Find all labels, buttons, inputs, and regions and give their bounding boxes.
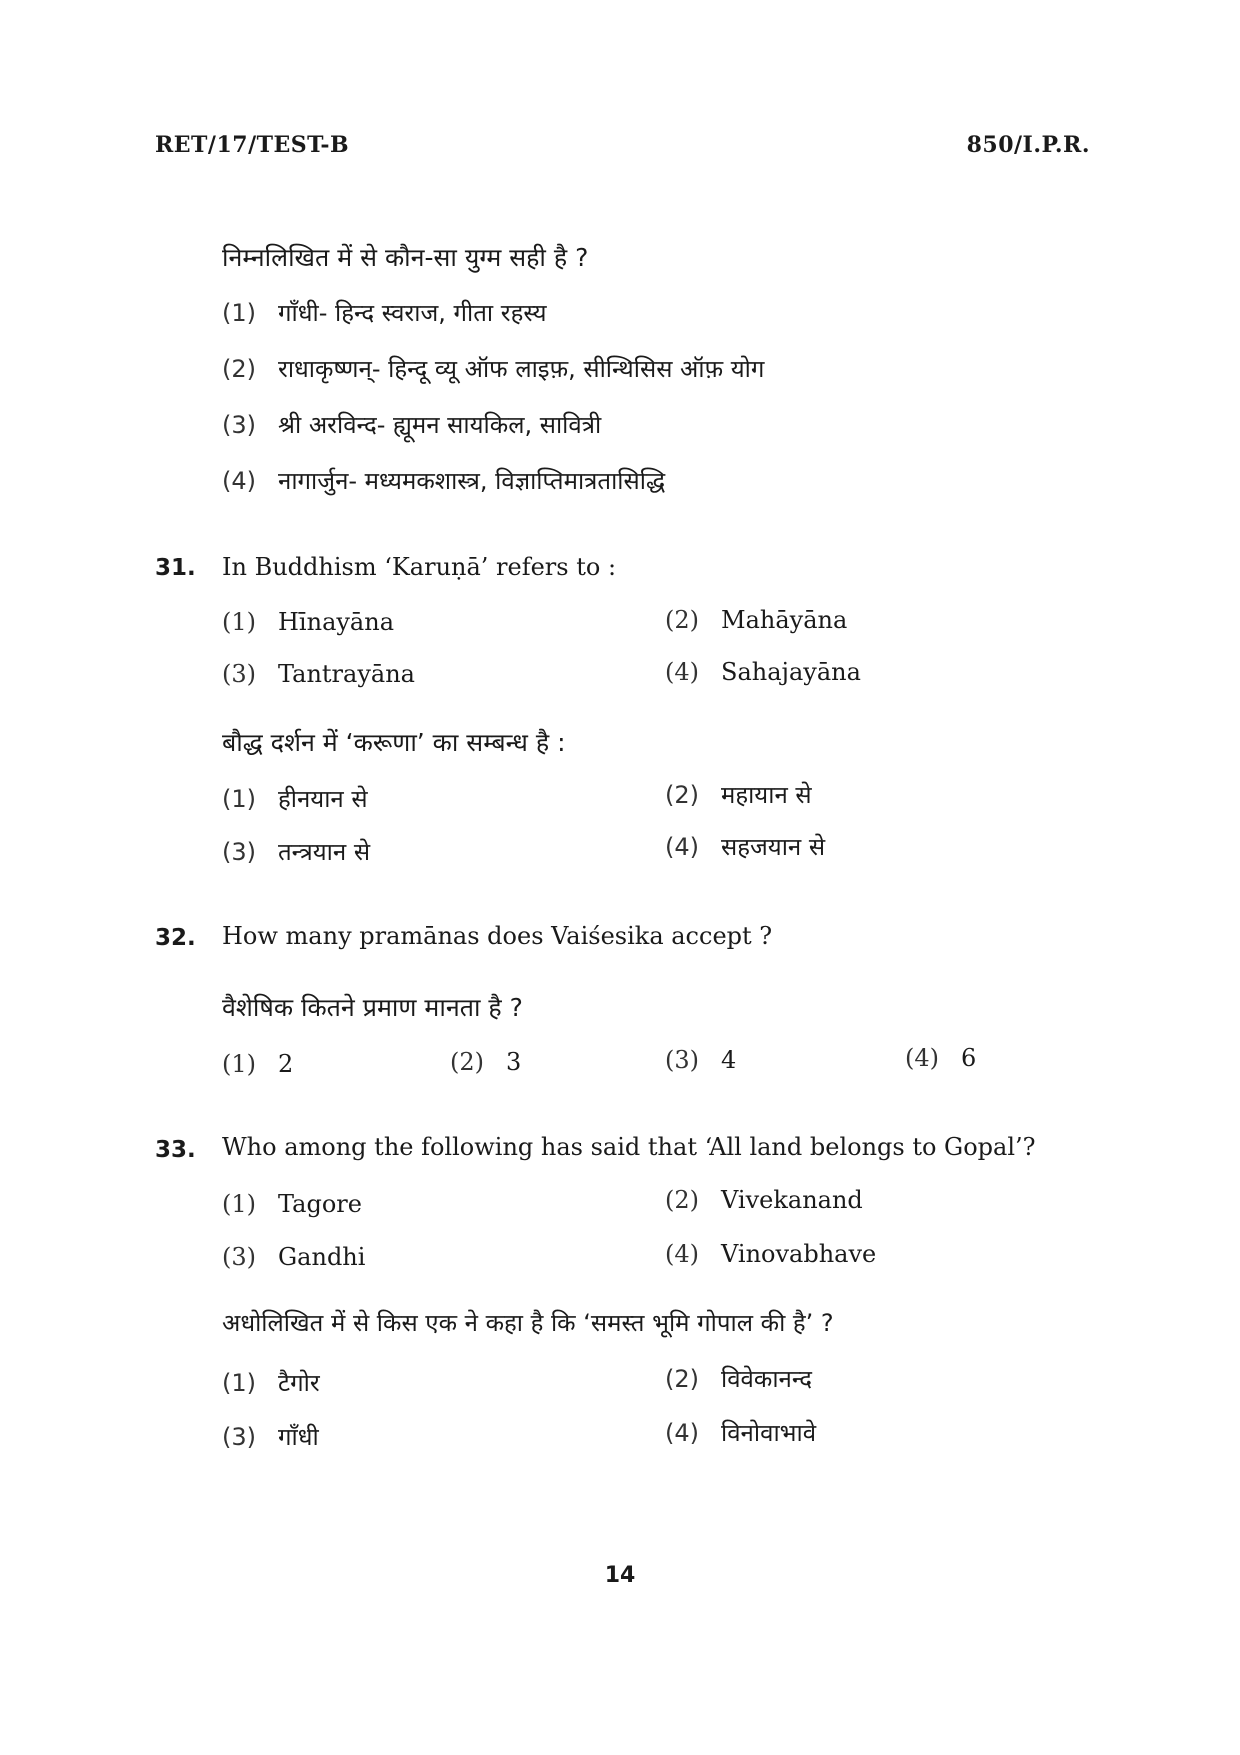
option-text: नागार्जुन- मध्यमकशास्त्र, विज्ञाप्तिमात्रतासिद्धि: [278, 467, 666, 495]
q33-option-1: [222, 1190, 362, 1218]
option-number: (2): [665, 606, 699, 634]
option-text: Tantrayāna: [278, 660, 415, 688]
q33-option-4: [665, 1240, 876, 1268]
option-number: (2): [665, 781, 699, 809]
q30-option-2: [222, 352, 764, 385]
option-number: (4): [665, 658, 699, 686]
option-text: श्री अरविन्द- ह्यूमन सायकिल, सावित्री: [278, 411, 602, 439]
option-text: विवेकानन्द: [721, 1365, 813, 1393]
option-number: (3): [222, 411, 256, 439]
q33-option-2-hindi: [665, 1362, 812, 1395]
option-number: (1): [222, 1050, 256, 1078]
header-paper-code: RET/17/TEST-B: [155, 132, 350, 158]
option-text: विनोवाभावे: [721, 1419, 817, 1447]
q33-stem-english: Who among the following has said that ‘All land belongs to Gopal’?: [222, 1133, 1036, 1161]
option-text: महायान से: [721, 781, 812, 809]
q30-option-1: [222, 296, 547, 329]
q30-option-3: [222, 408, 601, 441]
q33-option-3: [222, 1243, 365, 1271]
option-number: (2): [222, 355, 256, 383]
option-text: सहजयान से: [721, 833, 826, 861]
option-number: (1): [222, 1369, 256, 1397]
option-number: (1): [222, 299, 256, 327]
option-text: Vinovabhave: [721, 1240, 877, 1268]
q33-option-2: [665, 1186, 863, 1214]
q31-stem-english: In Buddhism ‘Karuṇā’ refers to :: [222, 553, 617, 581]
option-number: (3): [665, 1046, 699, 1074]
q31-number: 31.: [155, 555, 196, 581]
q31-option-4-hindi: [665, 830, 825, 863]
option-text: राधाकृष्णन्- हिन्दू व्यू ऑफ लाइफ़, सीन्थिसिस ऑफ़ योग: [278, 355, 765, 383]
option-text: Tagore: [278, 1190, 362, 1218]
q33-option-1-hindi: [222, 1366, 320, 1399]
option-text: गाँधी: [278, 1423, 319, 1451]
q32-number: 32.: [155, 925, 196, 951]
option-text: 2: [278, 1050, 294, 1078]
q31-option-2-hindi: [665, 778, 812, 811]
q31-option-3-hindi: [222, 835, 370, 868]
q30-stem-hindi: निम्नलिखित में से कौन-सा युग्म सही है ?: [222, 243, 589, 272]
option-number: (2): [450, 1048, 484, 1076]
q33-stem-hindi: अधोलिखित में से किस एक ने कहा है कि ‘समस्त भूमि गोपाल की है’ ?: [222, 1309, 834, 1337]
option-number: (3): [222, 838, 256, 866]
option-number: (4): [665, 833, 699, 861]
q31-option-1-hindi: [222, 782, 368, 815]
option-text: Sahajayāna: [721, 658, 861, 686]
option-text: टैगोर: [278, 1369, 320, 1397]
q33-option-3-hindi: [222, 1420, 319, 1453]
option-number: (4): [222, 467, 256, 495]
q31-option-1: [222, 608, 394, 636]
option-number: (4): [665, 1240, 699, 1268]
option-text: 3: [506, 1048, 522, 1076]
option-text: तन्त्रयान से: [278, 838, 371, 866]
option-text: Vivekanand: [721, 1186, 863, 1214]
option-number: (2): [665, 1365, 699, 1393]
option-number: (4): [905, 1044, 939, 1072]
option-number: (3): [222, 1243, 256, 1271]
option-text: 6: [961, 1044, 977, 1072]
q32-option-4: [905, 1044, 976, 1072]
q32-stem-english: How many pramānas does Vaiśesika accept ?: [222, 922, 773, 950]
q33-option-4-hindi: [665, 1416, 816, 1449]
q32-option-1: [222, 1050, 293, 1078]
option-number: (3): [222, 1423, 256, 1451]
option-text: Gandhi: [278, 1243, 366, 1271]
header-subject-code: 850/I.P.R.: [966, 132, 1090, 158]
q32-option-3: [665, 1046, 736, 1074]
q31-option-2: [665, 606, 847, 634]
option-number: (3): [222, 660, 256, 688]
option-number: (2): [665, 1186, 699, 1214]
q31-stem-hindi: बौद्ध दर्शन में ‘करूणा’ का सम्बन्ध है :: [222, 728, 566, 757]
page-number: 14: [604, 1563, 636, 1588]
q33-number: 33.: [155, 1137, 196, 1163]
q31-option-3: [222, 660, 415, 688]
q32-option-2: [450, 1048, 521, 1076]
option-number: (1): [222, 608, 256, 636]
option-text: हीनयान से: [278, 785, 368, 813]
option-number: (4): [665, 1419, 699, 1447]
option-text: 4: [721, 1046, 737, 1074]
q30-option-4: [222, 464, 665, 497]
option-number: (1): [222, 1190, 256, 1218]
q32-stem-hindi: वैशेषिक कितने प्रमाण मानता है ?: [222, 993, 523, 1022]
option-text: गाँधी- हिन्द स्वराज, गीता रहस्य: [278, 299, 547, 327]
option-text: Mahāyāna: [721, 606, 848, 634]
option-text: Hīnayāna: [278, 608, 395, 636]
option-number: (1): [222, 785, 256, 813]
q31-option-4: [665, 658, 861, 686]
